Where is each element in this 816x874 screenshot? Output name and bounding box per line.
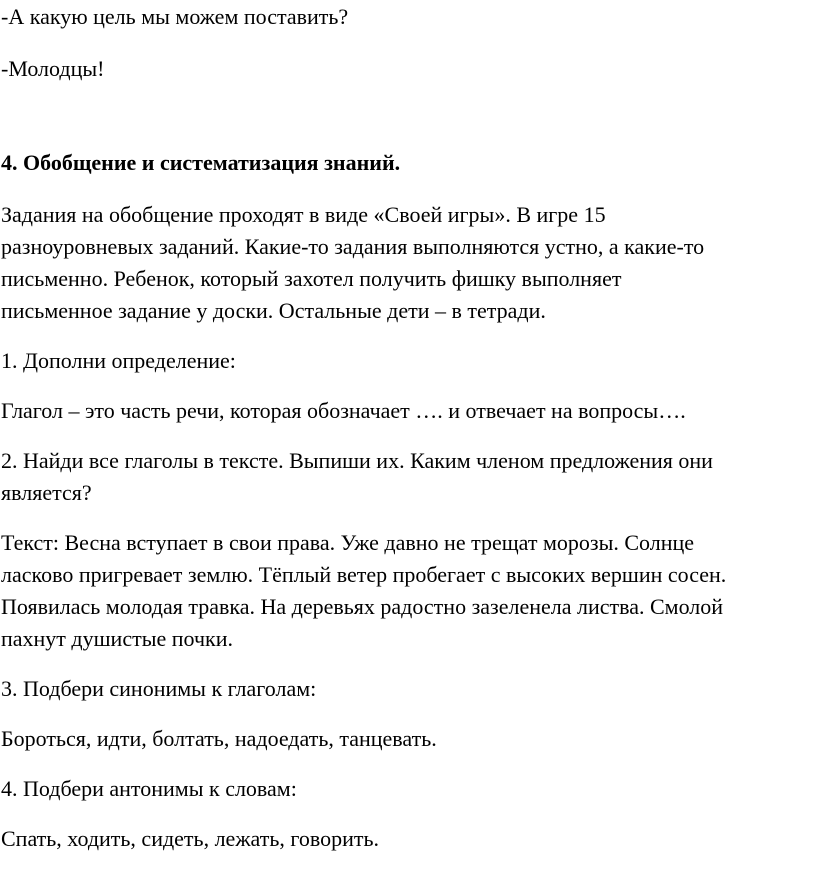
task-3-title: 3. Подбери синонимы к глаголам: — [1, 676, 317, 701]
task-2-title: 2. Найди все глаголы в тексте. Выпиши их. Каким членом предложения они — [1, 448, 713, 473]
task-2-text-line: Появилась молодая травка. На деревьях радостно зазеленела листва. Смолой — [1, 594, 724, 619]
paragraph-line: письменное задание у доски. Остальные дети – в тетради. — [1, 298, 546, 323]
task-1-text: Глагол – это часть речи, которая обозначает …. и отвечает на вопросы…. — [1, 398, 686, 423]
task-2-text-line: ласково пригревает землю. Тёплый ветер пробегает с высоких вершин сосен. — [1, 562, 727, 587]
task-1-title: 1. Дополни определение: — [1, 348, 236, 373]
task-2-title-cont: является? — [1, 480, 92, 505]
task-2-text-line: Текст: Весна вступает в свои права. Уже давно не трещат морозы. Солнце — [1, 530, 695, 555]
task-3-text: Бороться, идти, болтать, надоедать, танцевать. — [1, 726, 437, 751]
task-4-text: Спать, ходить, сидеть, лежать, говорить. — [1, 826, 379, 851]
task-4-title: 4. Подбери антонимы к словам: — [1, 776, 297, 801]
paragraph-line: разноуровневых заданий. Какие-то задания выполняются устно, а какие-то — [1, 234, 705, 259]
section-heading: 4. Обобщение и систематизация знаний. — [1, 150, 401, 175]
task-2-text-line: пахнут душистые почки. — [1, 626, 233, 651]
paragraph-line: Задания на обобщение проходят в виде «Своей игры». В игре 15 — [1, 202, 606, 227]
text-line-question: -А какую цель мы можем поставить? — [1, 4, 349, 29]
text-line-praise: -Молодцы! — [1, 56, 105, 81]
paragraph-line: письменно. Ребенок, который захотел получить фишку выполняет — [1, 266, 622, 291]
